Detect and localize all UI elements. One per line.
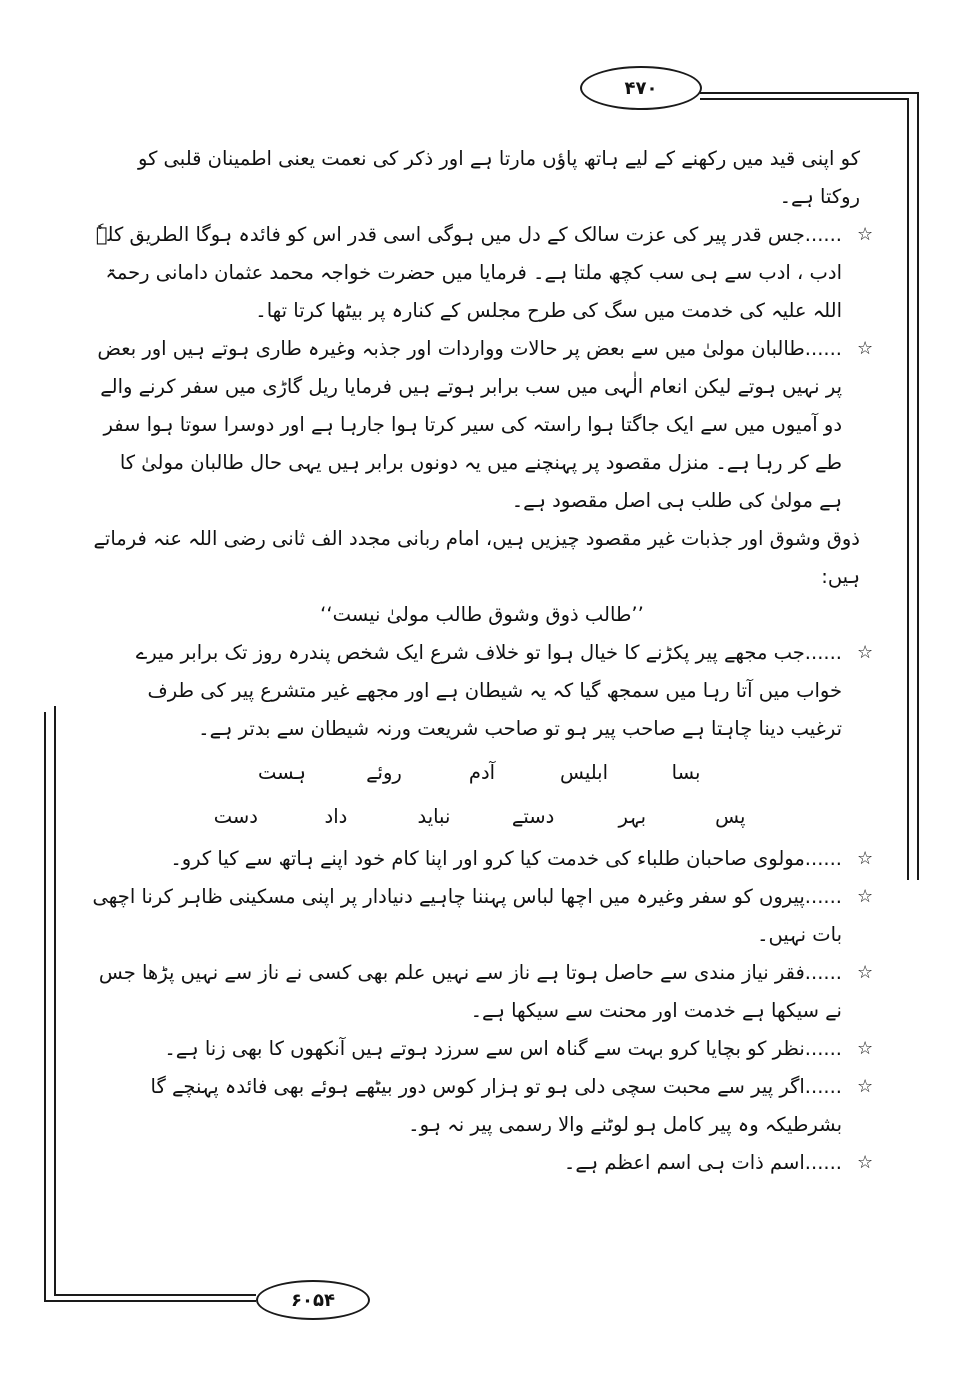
bullet-text: ......فقر نیاز مندی سے حاصل ہوتا ہے ناز سے نہیں علم بھی کسی نے ناز سے نہیں پڑھا جس نے سیکھا ہے خدمت اور محنت سے سیکھا ہے۔	[98, 961, 842, 1022]
bullet-paragraph	[92, 634, 872, 748]
bullet-paragraph	[92, 1068, 872, 1144]
bullet-text: ......اگر پیر سے محبت سچی دلی ہو تو ہزار کوس دور بیٹھے ہوئے بھی فائدہ پہنچے گا بشرطیکہ وہ پیر کامل ہو لوٹنے والا رسمی پیر نہ ہو۔	[150, 1075, 842, 1136]
frame-top-line-inner	[700, 98, 908, 100]
star-icon: ☆	[856, 1076, 874, 1097]
star-icon: ☆	[856, 642, 874, 663]
poem-word: روئے	[366, 761, 402, 784]
frame-right-line-outer	[917, 92, 919, 880]
bullet-text: ......اسم ذات ہی اسم اعظم ہے۔	[563, 1151, 842, 1174]
poem-word: پس	[715, 805, 746, 828]
bullet-text: ......پیروں کو سفر وغیرہ میں اچھا لباس پہننا چاہیے دنیادار پر اپنی مسکینی ظاہر کرنا اچھی بات نہیں۔	[92, 885, 842, 946]
bullet-paragraph	[92, 878, 872, 954]
poem-word: آدم	[468, 761, 496, 784]
poem-word: بہر	[618, 805, 647, 828]
frame-bottom-line-inner	[54, 1294, 256, 1296]
bullet-text: ......طالبان مولیٰ میں سے بعض پر حالات وواردات اور جذبہ وغیرہ طاری ہوتے ہیں اور بعض پر نہیں ہوتے لیکن انعام الٰہی میں سب برابر ہوتے ہیں فرمایا ریل گاڑی میں سفر کرنے والے دو آمیوں میں سے ایک جاگتا ہوا راستہ کی سیر کرتا ہوا جارہا ہے اور دوسرا سوتا ہوا سفر طے کر رہا ہے۔ منزل مقصود پر پہنچنے میں یہ دونوں برابر ہیں یہی حال طالبان مولیٰ کا ہے مولیٰ کی طلب ہی اصل مقصود ہے۔	[97, 337, 842, 512]
frame-bottom-line-outer	[44, 1300, 256, 1302]
bullet-text: ......مولوی صاحبان طلباء کی خدمت کیا کرو اور اپنا کام خود اپنے ہاتھ سے کیا کرو۔	[170, 847, 842, 870]
star-icon: ☆	[856, 224, 874, 245]
poem-line-1	[92, 754, 872, 792]
bullet-paragraph	[92, 840, 872, 878]
poem-word: نباید	[417, 805, 451, 828]
bullet-paragraph	[92, 954, 872, 1030]
bullet-text: ......جس قدر پیر کی عزت سالک کے دل میں ہوگی اسی قدر اس کو فائدہ ہوگا الطریق کلہٗ ادب ، ادب سے ہی سب کچھ ملتا ہے۔ فرمایا میں حضرت خواجہ محمد عثمان دامانی رحمۃ اللہ علیہ کی خدمت میں سگ کی طرح مجلس کے کنارہ پر بیٹھا کرتا تھا۔	[95, 223, 842, 322]
footer-number	[256, 1280, 370, 1320]
star-icon: ☆	[856, 1038, 874, 1059]
poem-line-2	[92, 798, 872, 836]
poem-word: دست	[213, 805, 258, 828]
frame-top-line	[700, 92, 918, 94]
page-number-text: ۴۷۰	[624, 77, 658, 99]
frame-right-line-inner	[907, 98, 909, 880]
bullet-text: ......جب مجھے پیر پکڑنے کا خیال ہوا تو خلاف شرع ایک شخص پندرہ روز تک برابر میرے خواب میں آتا رہا میں سمجھ گیا کہ یہ شیطان ہے اور مجھے غیر متشرع پیر کی طرف ترغیب دینا چاہتا ہے صاحب پیر ہو تو صاحب شریعت ورنہ شیطان سے بدتر ہے۔	[135, 641, 842, 740]
star-icon: ☆	[856, 962, 874, 983]
bullet-paragraph	[92, 330, 872, 520]
poem-word: دستے	[511, 805, 555, 828]
quote-line: ’’طالب ذوق وشوق طالب مولیٰ نیست‘‘	[320, 603, 644, 626]
star-icon: ☆	[856, 1152, 874, 1173]
poem-word: ہست	[257, 761, 306, 784]
bullet-text: ......نظر کو بچایا کرو بہت سے گناہ اس سے سرزد ہوتے ہیں آنکھوں کا بھی زنا ہے۔	[164, 1037, 842, 1060]
poem-word: داد	[324, 805, 348, 828]
plain-paragraph: ذوق وشوق اور جذبات غیر مقصود چیزیں ہیں، امام ربانی مجدد الف ثانی رضی اللہ عنہ فرماتے ہیں:	[93, 527, 860, 588]
star-icon: ☆	[856, 886, 874, 907]
footer-number-text: ۶۰۵۴	[291, 1289, 335, 1311]
star-icon: ☆	[856, 338, 874, 359]
frame-left-line-inner	[54, 706, 56, 1296]
page-number	[580, 66, 702, 110]
poem-word: بسا	[671, 761, 701, 784]
bullet-paragraph	[92, 1144, 872, 1182]
bullet-paragraph	[92, 1030, 872, 1068]
bullet-paragraph	[92, 216, 872, 330]
frame-left-line-outer	[44, 712, 46, 1302]
body-text	[92, 140, 872, 1182]
poem-word: ابلیس	[559, 761, 609, 784]
continuation-paragraph: کو اپنی قید میں رکھنے کے لیے ہاتھ پاؤں مارتا ہے اور ذکر کی نعمت یعنی اطمینان قلبی کو روکتا ہے۔	[138, 147, 860, 208]
star-icon: ☆	[856, 848, 874, 869]
